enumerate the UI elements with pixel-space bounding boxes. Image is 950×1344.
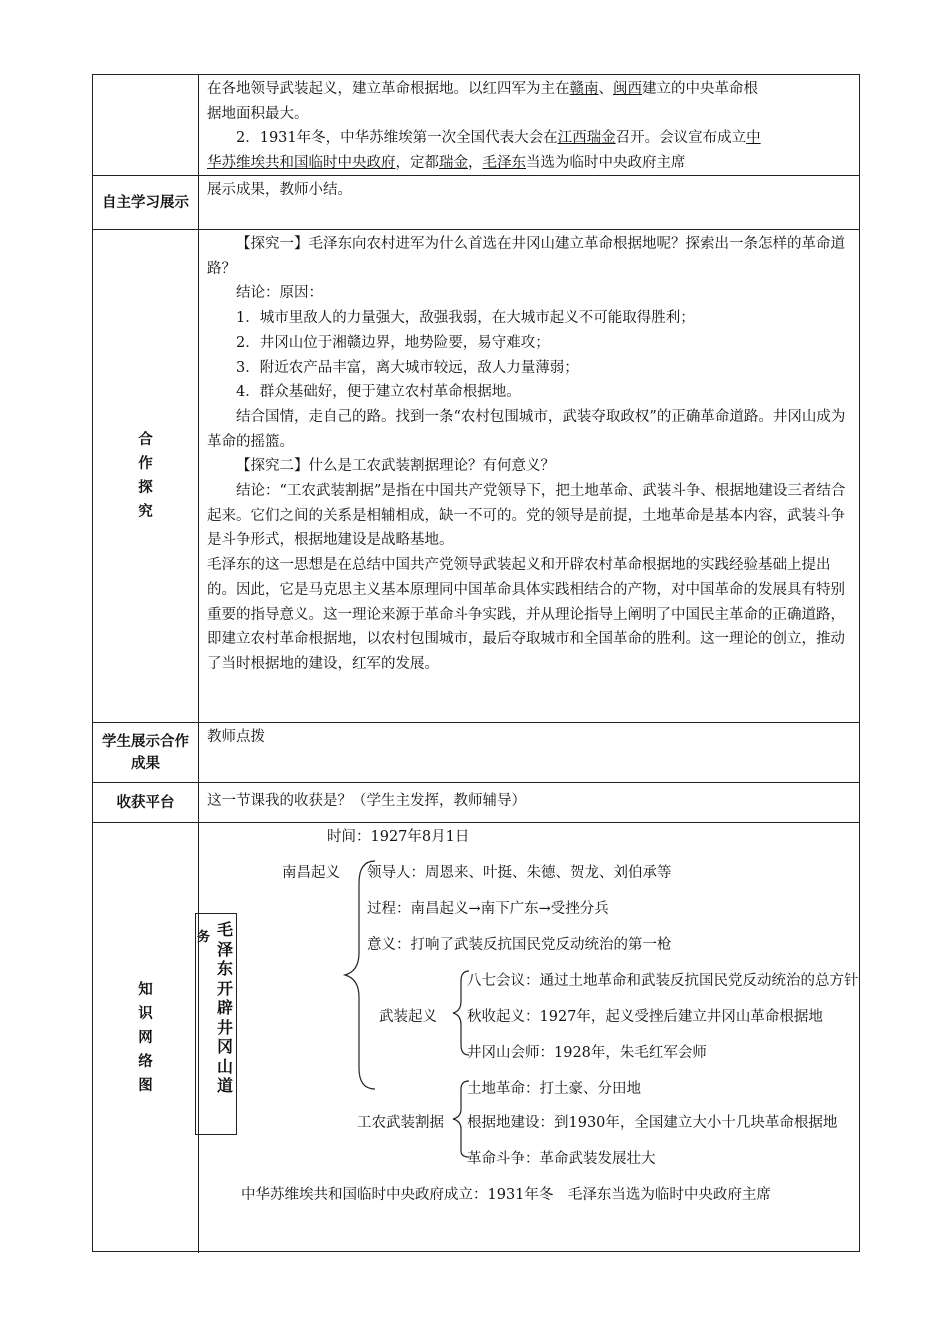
row-label: 自主学习展示 — [93, 176, 199, 229]
text-line: ， — [468, 155, 483, 172]
text-line: 、 — [598, 81, 613, 97]
cut-char: 务 — [197, 930, 211, 945]
row-label-network — [93, 823, 199, 1253]
nanchang-node: 南昌起义 — [282, 865, 340, 881]
reason-item: 4．群众基础好，便于建立农村革命根据地。 — [236, 384, 521, 401]
conclusion-two: 结论：“工农武装割据”是指在中国共产党领导下，把土地革命、武装斗争、根据地建设三者结合起来。它们之间的关系是相辅相成，缺一不可的。党的领导是前提，土地革命是基本内容，武装斗争是斗争形式，根据地建设是战略基地。 — [207, 483, 846, 549]
self-study-content: 展示成果，教师小结。 — [207, 182, 352, 198]
label-char: 知 — [138, 982, 153, 998]
text-line: 在各地领导武装起义，建立革命根据地。以红四军为主在 — [207, 81, 570, 97]
meet-node: 井冈山会师：1928年，朱毛红军会师 — [467, 1045, 707, 1061]
row-student-show — [93, 723, 859, 783]
topic-char: 冈 — [216, 1037, 233, 1056]
row-label: 收获平台 — [93, 783, 199, 822]
struggle-node: 革命斗争：革命武装发展壮大 — [467, 1151, 656, 1167]
reason-item: 1．城市里敌人的力量强大，敌强我弱，在大城市起义不可能取得胜利； — [236, 310, 695, 327]
topic-char: 辟 — [216, 998, 233, 1017]
topic-char: 山 — [216, 1056, 233, 1076]
time-node: 时间：1927年8月1日 — [327, 829, 470, 845]
conclusion-label: 结论：原因： — [236, 285, 323, 302]
base-node: 根据地建设：到1930年，全国建立大小十几块革命根据地 — [467, 1115, 838, 1131]
row-label-cooperation — [93, 230, 199, 722]
row-harvest — [93, 783, 859, 823]
knowledge-network-diagram — [199, 823, 859, 1253]
inquiry-one: 【探究一】毛泽东向农村进军为什么首选在井冈山建立革命根据地呢？探索出一条怎样的革命道路？ — [207, 236, 845, 277]
row-continuation — [93, 75, 859, 176]
label-char: 识 — [138, 1006, 153, 1022]
armed-uprising-node: 武装起义 — [379, 1009, 437, 1025]
significance-text: 毛泽东的这一思想是在总结中国共产党领导武装起义和开辟农村革命根据地的实践经验基础上提出的。因此，它是马克思主义基本原理同中国革命具体实践相结合的产物，对中国革命的发展具有特别重要的指导意义。这一理论来源于革命斗争实践，并从理论指导上阐明了中国民主革命的正确道路，即建立农村革命根据地，以农村包围城市，最后夺取城市和全国革命的胜利。这一理论的创立，推动了当时根据地的建设，红军的发展。 — [207, 557, 845, 672]
land-node: 土地革命：打土豪、分田地 — [467, 1081, 641, 1097]
label-char: 图 — [138, 1078, 153, 1094]
cooperation-content — [199, 230, 859, 722]
text-line: 召开。会议宣布成立 — [615, 130, 747, 147]
process-node: 过程：南昌起义→南下广东→受挫分兵 — [367, 901, 609, 917]
topic-char: 泽 — [216, 939, 233, 959]
label-char: 作 — [138, 456, 153, 472]
leaders-node: 领导人：周恩来、叶挺、朱德、贺龙、刘伯承等 — [367, 865, 672, 881]
text-line: 建立的中央革命根 — [642, 81, 758, 97]
topic-char: 东 — [216, 959, 233, 978]
underlined-term: 闽西 — [613, 81, 642, 97]
row-label: 学生展示合作成果 — [93, 723, 199, 782]
reason-item: 2．井冈山位于湘赣边界，地势险要，易守难攻； — [236, 334, 550, 351]
text-line: 当选为临时中央政府主席 — [526, 155, 686, 172]
autumn-node: 秋收起义：1927年，起义受挫后建立井冈山革命根据地 — [467, 1009, 823, 1025]
underlined-term: 赣南 — [569, 81, 599, 97]
topic-char: 开 — [216, 978, 233, 998]
row-label-empty — [93, 75, 199, 175]
label-char: 合 — [138, 432, 153, 448]
underlined-term: 瑞金 — [439, 155, 468, 172]
text-line: 2．1931年冬，中华苏维埃第一次全国代表大会在 — [236, 130, 558, 147]
lesson-table — [92, 74, 860, 1252]
soviet-node: 中华苏维埃共和国临时中央政府成立：1931年冬 毛泽东当选为临时中央政府主席 — [241, 1187, 771, 1203]
label-char: 络 — [138, 1054, 153, 1070]
reason-item: 3．附近农产品丰富，离大城市较远，敌人力量薄弱； — [236, 359, 579, 376]
workers-peasants-node: 工农武装割据 — [357, 1115, 444, 1131]
harvest-content: 这一节课我的收获是？（学生主发挥，教师辅导） — [207, 793, 526, 809]
underlined-term: 江西瑞金 — [557, 130, 616, 147]
underlined-term: 毛泽东 — [482, 155, 526, 172]
label-char: 究 — [138, 504, 153, 520]
continuation-content — [199, 75, 859, 175]
text-line: 据地面积最大。 — [207, 105, 309, 122]
inquiry-two: 【探究二】什么是工农武装割据理论？有何意义？ — [236, 458, 555, 475]
center-topic-box — [195, 913, 237, 1135]
label-char: 网 — [138, 1030, 153, 1046]
row-self-study — [93, 176, 859, 230]
underlined-term: 中 — [746, 130, 761, 147]
topic-char: 道 — [216, 1076, 233, 1095]
summary-text: 结合国情，走自己的路。找到一条“农村包围城市，武装夺取政权”的正确革命道路。井冈山成为革命的摇篮。 — [207, 408, 846, 450]
underlined-term: 华苏维埃共和国临时中央政府 — [207, 155, 396, 172]
center-topic-text — [216, 920, 234, 1096]
topic-char: 毛 — [216, 920, 233, 939]
text-line: ，定都 — [395, 155, 439, 172]
topic-char: 井 — [216, 1017, 233, 1037]
student-show-content: 教师点拨 — [207, 729, 265, 745]
meaning-node: 意义：打响了武装反抗国民党反动统治的第一枪 — [367, 937, 672, 953]
row-knowledge-network — [93, 823, 859, 1253]
aug7-node: 八七会议：通过土地革命和武装反抗国民党反动统治的总方针 — [467, 973, 859, 989]
row-cooperation — [93, 230, 859, 723]
label-char: 探 — [138, 480, 153, 496]
